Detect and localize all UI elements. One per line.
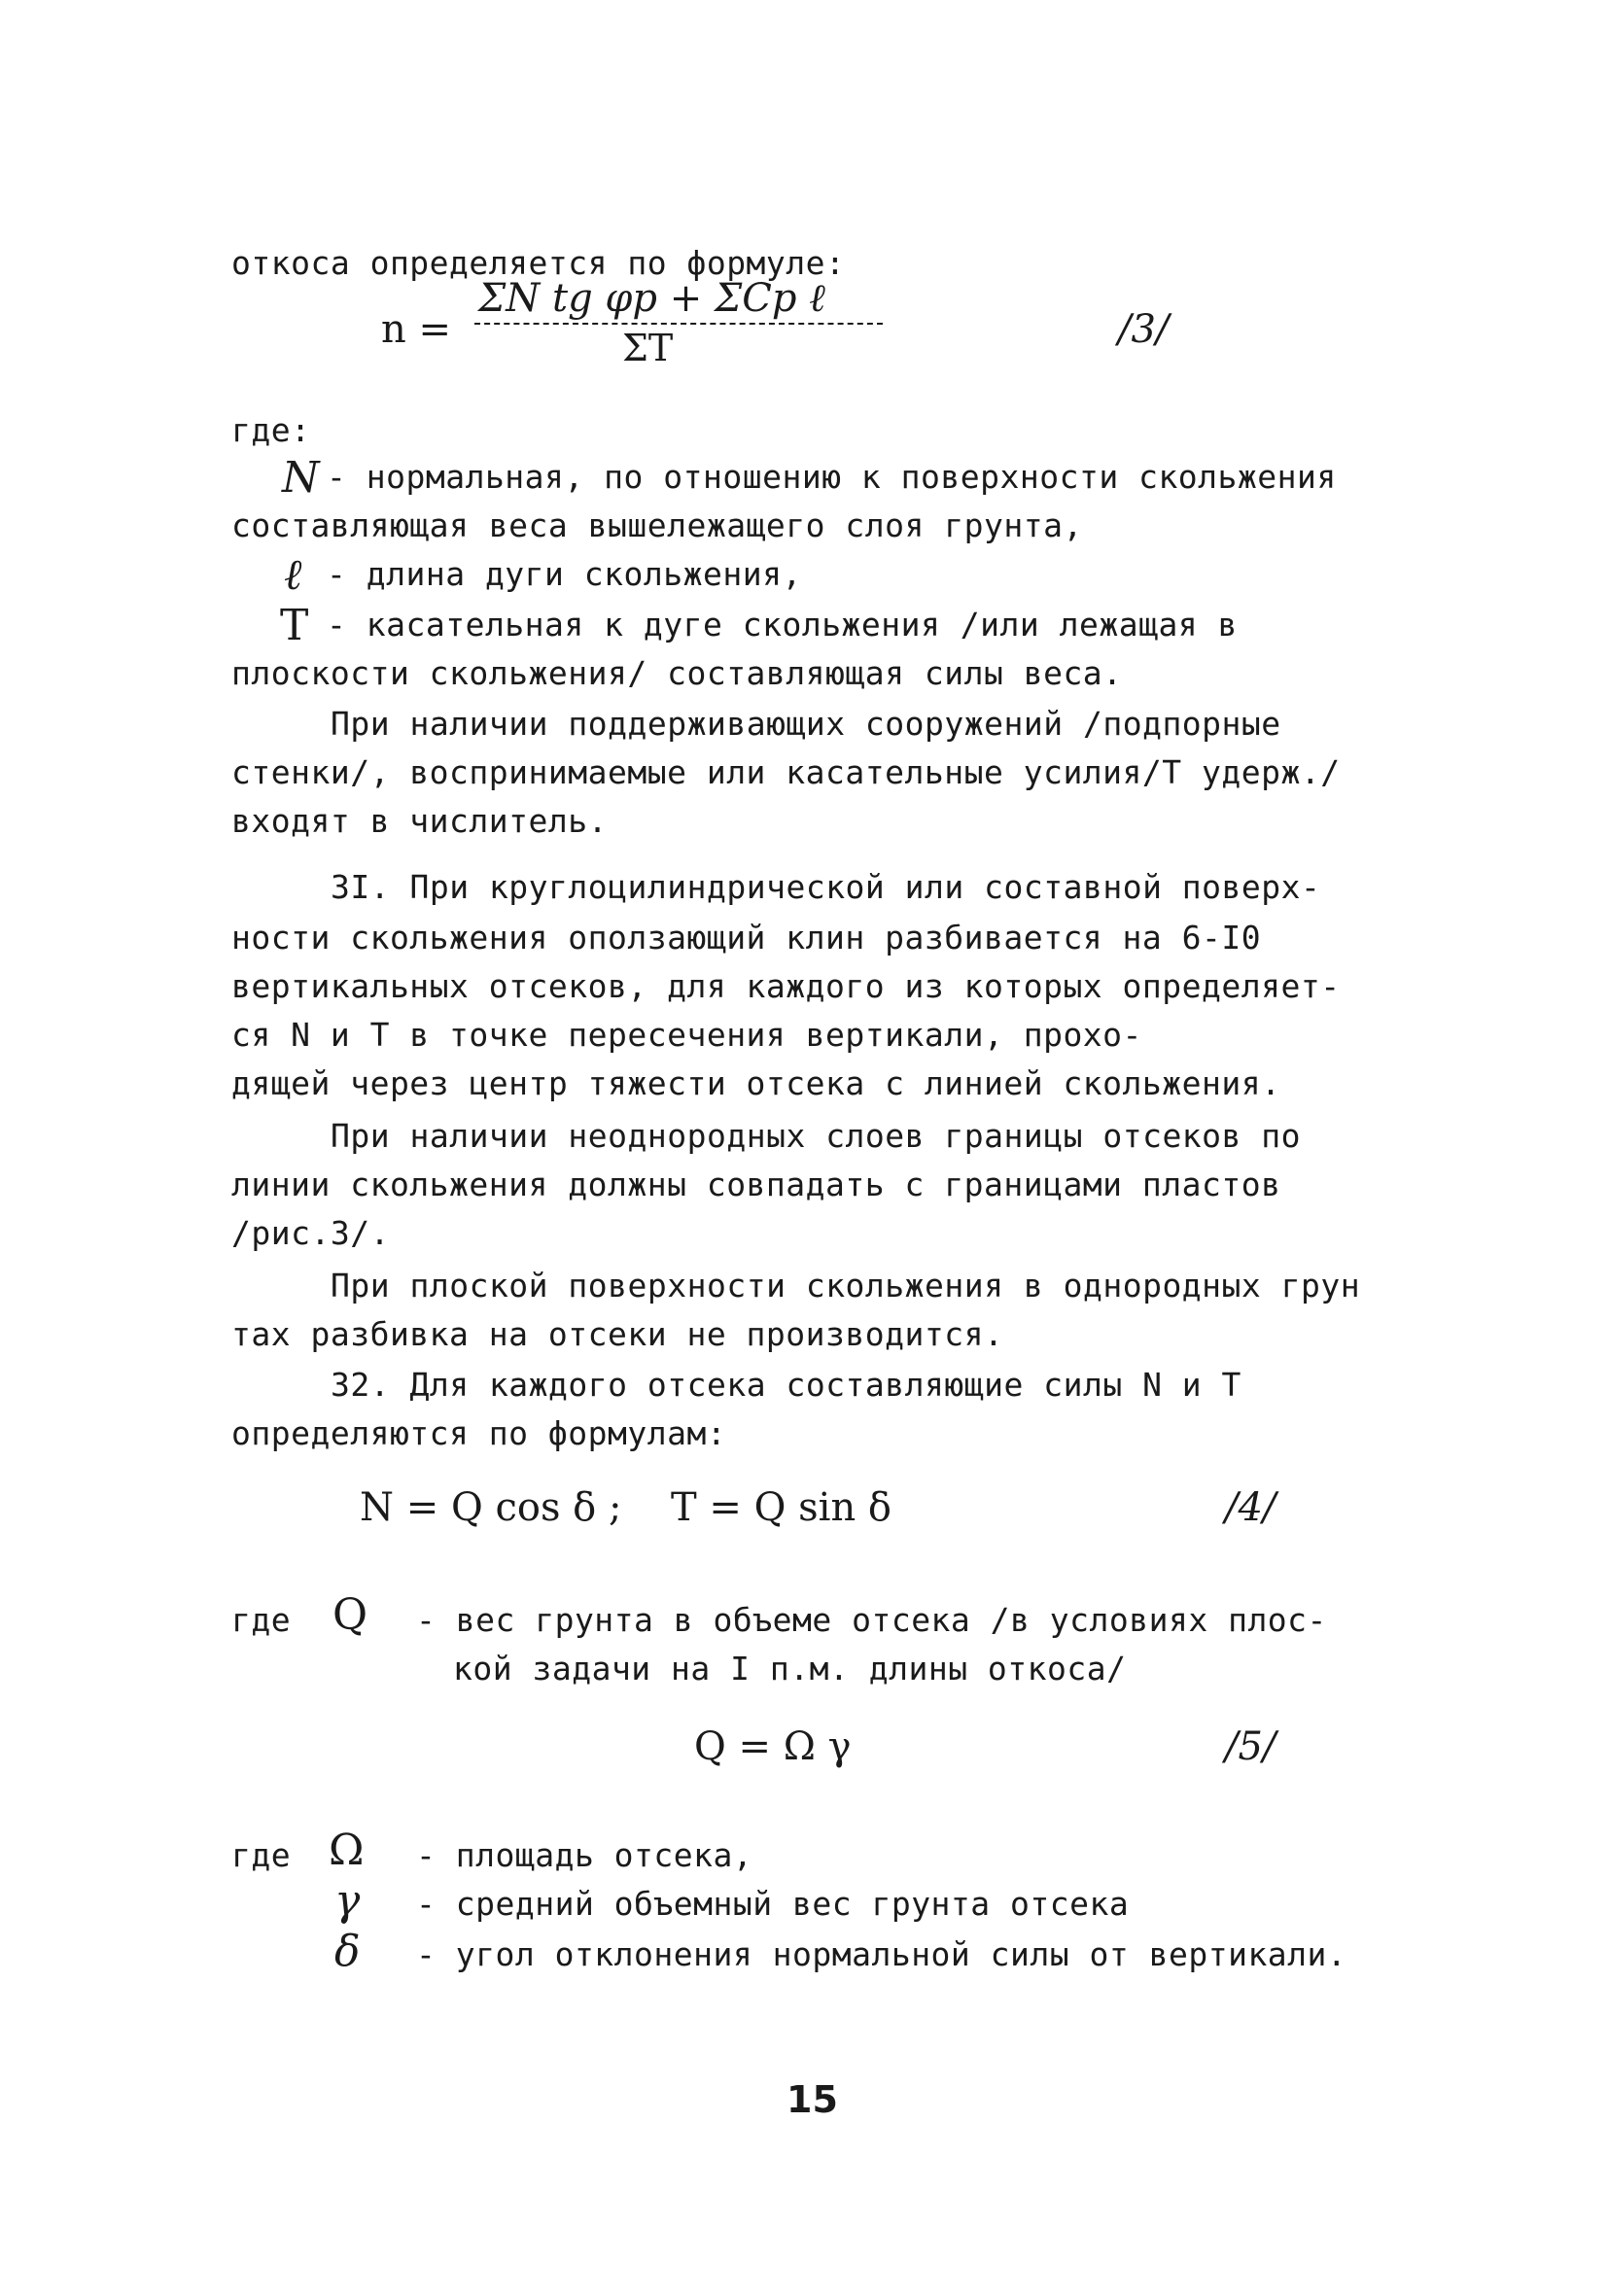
para31-line-4: ся N и T в точке пересечения вертикали, прохо- [231, 1016, 1142, 1054]
formula4-left: N = Q cos δ ; [360, 1485, 622, 1530]
where-label-1: где: [231, 411, 311, 449]
def-N-continuation: составляющая веса вышележащего слоя грунта, [231, 506, 1083, 544]
symbol-gamma: γ [334, 1876, 361, 1926]
symbol-N: N [282, 453, 320, 503]
fraction-bar [474, 323, 883, 325]
def-Q-continuation: кой задачи на I п.м. длины откоса/ [453, 1650, 1127, 1687]
formula3-numerator: ΣN tg φp + ΣCp ℓ [478, 276, 825, 321]
def-T-text: - касательная к дуге скольжения /или лежащая в [327, 606, 1238, 644]
formula5-number: /5/ [1225, 1724, 1276, 1769]
para31-line-5: дящей через центр тяжести отсека с линией скольжения. [231, 1064, 1281, 1102]
symbol-omega: Ω [329, 1826, 365, 1875]
formula3-lhs: n = [381, 307, 451, 352]
formula5-expr: Q = Ω γ [694, 1724, 852, 1769]
symbol-delta: δ [334, 1927, 361, 1976]
formula3-denominator: ΣT [622, 327, 674, 369]
def-Q-text: - вес грунта в объеме отсека /в условиях плос- [416, 1601, 1327, 1639]
intro-text: откоса определяется по формуле: [231, 244, 846, 282]
where-label-2: где [231, 1836, 292, 1874]
para-layers-line-2: линии скольжения должны совпадать с границами пластов [231, 1165, 1281, 1203]
para-layers-line-3: /рис.3/. [231, 1214, 390, 1252]
para-support-line-1: При наличии поддерживающих сооружений /подпорные [331, 705, 1281, 743]
para31-line-2: ности скольжения оползающий клин разбивается на 6-I0 [231, 919, 1262, 957]
para-flat-line-2: тах разбивка на отсеки не производится. [231, 1315, 1004, 1353]
para31-line-1: 3I. При круглоцилиндрической или составной поверх- [331, 868, 1321, 906]
para32-line-1: 32. Для каждого отсека составляющие силы N и T [331, 1366, 1241, 1404]
formula3-number: /3/ [1118, 307, 1170, 352]
para-layers-line-1: При наличии неоднородных слоев границы отсеков по [331, 1117, 1302, 1155]
symbol-Q: Q [332, 1590, 368, 1640]
def-N-text: - нормальная, по отношению к поверхности скольжения [327, 458, 1337, 496]
def-T-continuation: плоскости скольжения/ составляющая силы веса. [231, 654, 1123, 692]
para31-line-3: вертикальных отсеков, для каждого из которых определяет- [231, 967, 1341, 1005]
def-delta-text: - угол отклонения нормальной силы от вертикали. [416, 1935, 1347, 1973]
para-support-line-2: стенки/, воспринимаемые или касательные усилия/T удерж./ [231, 753, 1341, 791]
page-number: 15 [787, 2078, 838, 2121]
para32-line-2: определяются по формулам: [231, 1414, 727, 1452]
para-flat-line-1: При плоской поверхности скольжения в однородных грун [331, 1267, 1361, 1305]
def-omega-text: - площадь отсека, [416, 1836, 753, 1874]
formula3-fraction [474, 276, 883, 369]
formula4-number: /4/ [1225, 1485, 1276, 1530]
def-gamma-text: - средний объемный вес грунта отсека [416, 1885, 1130, 1923]
where-Q-label: где [231, 1601, 292, 1639]
symbol-T: T [280, 601, 309, 650]
def-l-text: - длина дуги скольжения, [327, 555, 802, 593]
para-support-line-3: входят в числитель. [231, 802, 608, 840]
formula4-right: T = Q sin δ [671, 1485, 892, 1530]
symbol-l: ℓ [284, 550, 302, 600]
